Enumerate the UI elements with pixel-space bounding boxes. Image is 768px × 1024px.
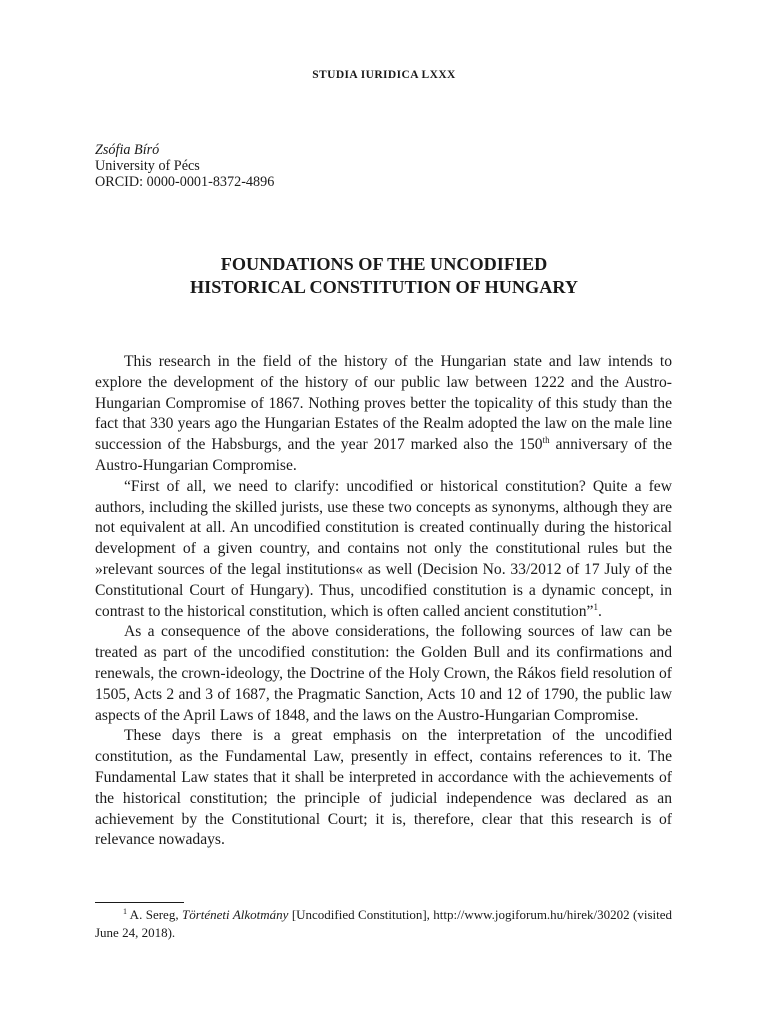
- journal-series-header: STUDIA IURIDICA LXXX: [312, 69, 456, 81]
- body-paragraph-4: These days there is a great emphasis on the interpretation of the uncodified constitution, as the Fundamental Law, presently in effect, contains references to it. The Fundamental Law states that it shall be interpreted in accordance with the achievements of the historical constitution; the principle of judicial independence was declared as an achievement by the Constitutional Court; it is, therefore, clear that this research is of relevance nowadays.: [95, 727, 672, 849]
- article-title-line-1: FOUNDATIONS OF THE UNCODIFIED: [220, 254, 548, 274]
- body-paragraph-1: [95, 352, 672, 477]
- paragraph-2-text-end: .: [597, 602, 602, 620]
- footnote-marker: 1: [123, 907, 127, 916]
- body-paragraph-2: [95, 477, 672, 623]
- paragraph-1-text-end: anniversary of the Austro-Hungarian Compromise.: [95, 436, 672, 474]
- article-title-line-2: HISTORICAL CONSTITUTION OF HUNGARY: [190, 276, 578, 297]
- article-title: [0, 253, 768, 298]
- paragraph-1-text: This research in the field of the history of the Hungarian state and law intends to explore the development of the history of our public law between 1222 and the Austro-Hungarian Compromise of 1867. Nothing proves better the topicality of this study than the fact that 330 years ago the Hungarian Estates of the Realm adopted the law on the male line succession of the Habsburgs, and the year 2017 marked also the 150: [95, 353, 672, 454]
- author-block: [95, 142, 274, 190]
- article-body: [95, 352, 672, 851]
- body-paragraph-3: As a consequence of the above considerations, the following sources of law can be treated as part of the uncodified constitution: the Golden Bull and its confirmations and renewals, the crown-ideology, the Doctrine of the Holy Crown, the Rákos field resolution of 1505, Acts 2 and 3 of 1687, the Pragmatic Sanction, Acts 10 and 12 of 1790, the public law aspects of the April Laws of 1848, and the laws on the Austro-Hungarian Compromise.: [95, 623, 672, 724]
- author-orcid: ORCID: 0000-0001-8372-4896: [95, 174, 275, 190]
- author-affiliation: University of Pécs: [95, 158, 200, 174]
- footnote-separator: [95, 902, 184, 903]
- footnote-reference: 1: [593, 601, 598, 612]
- footnote-1: [95, 906, 672, 941]
- author-name: Zsófia Bíró: [95, 142, 160, 158]
- paragraph-2-text: “First of all, we need to clarify: uncodified or historical constitution? Quite a few authors, including the skilled jurists, use these two concepts as synonyms, although they are not equivalent at all. An uncodified constitution is created continually during the historical development of a given country, and contains not only the constitutional rules but the »relevant sources of the legal institutions« as well (Decision No. 33/2012 of 17 July of the Constitutional Court of Hungary). Thus, uncodified constitution is a dynamic concept, in contrast to the historical constitution, which is often called ancient constitution”: [95, 477, 672, 620]
- ordinal-superscript: th: [542, 435, 550, 446]
- footnote-citation: [Uncodified Constitution], http://www.jogiforum.hu/hirek/30202 (visited June 24, 2018).: [95, 907, 673, 940]
- footnote-work-title: Történeti Alkotmány: [181, 907, 289, 922]
- footnote-author: A. Sereg,: [127, 907, 182, 922]
